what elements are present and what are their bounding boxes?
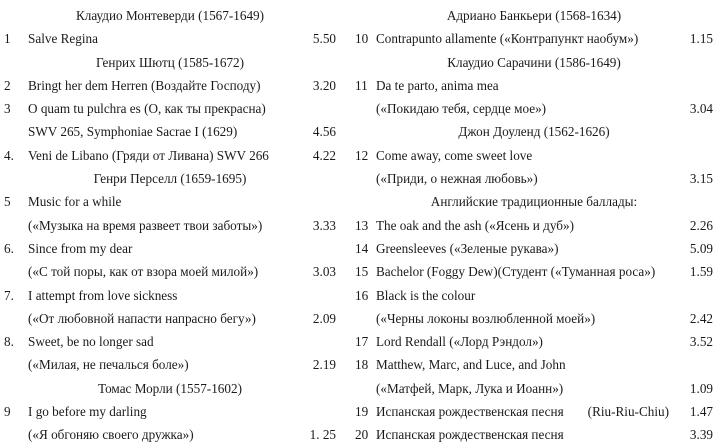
track-row bbox=[4, 97, 336, 120]
track-row bbox=[4, 330, 336, 353]
track-title: («Я обгоняю своего дружка») bbox=[28, 427, 194, 443]
track-row bbox=[355, 400, 713, 423]
track-title: Bachelor (Foggy Dew)(Студент («Туманная роса») bbox=[376, 264, 656, 280]
track-title: O quam tu pulchra es (О, как ты прекрасна) bbox=[28, 101, 266, 117]
track-row bbox=[355, 167, 713, 190]
track-title: Испанская рождественская песня bbox=[376, 427, 564, 443]
track-row bbox=[355, 237, 713, 260]
track-row bbox=[4, 190, 336, 213]
track-duration: 5.09 bbox=[689, 240, 713, 256]
track-number: 3 bbox=[4, 101, 11, 117]
composer-heading: Генрих Шютц (1585-1672) bbox=[95, 54, 245, 70]
track-title: I go before my darling bbox=[28, 404, 147, 420]
track-number: 10 bbox=[355, 31, 369, 47]
composer-heading: Адриано Банкьери (1568-1634) bbox=[446, 8, 622, 23]
composer-heading: Клаудио Монтеверди (1567-1649) bbox=[75, 8, 265, 23]
track-duration: 1.47 bbox=[689, 404, 713, 420]
composer-heading: Джон Доуленд (1562-1626) bbox=[458, 124, 610, 140]
track-row bbox=[4, 237, 336, 260]
track-row bbox=[4, 27, 336, 50]
track-row bbox=[4, 423, 336, 446]
composer-heading: Английские традиционные баллады: bbox=[430, 194, 638, 210]
track-row bbox=[4, 74, 336, 97]
track-title: («Черны локоны возлюбленной моей») bbox=[376, 310, 596, 326]
track-duration: 1. 25 bbox=[309, 427, 336, 443]
track-number: 20 bbox=[355, 427, 369, 443]
track-row bbox=[355, 27, 713, 50]
track-row bbox=[4, 214, 336, 237]
track-duration: 4.22 bbox=[312, 147, 336, 163]
tracklist-left-column bbox=[4, 4, 336, 447]
track-row bbox=[355, 353, 713, 376]
tracklist-right-column bbox=[355, 4, 713, 447]
track-number: 13 bbox=[355, 217, 369, 233]
track-title: Испанская рождественская песня bbox=[376, 404, 564, 420]
track-title: Come away, come sweet love bbox=[376, 147, 533, 163]
track-title: Da te parto, anima mea bbox=[376, 77, 499, 93]
track-title: («От любовной напасти напрасно бегу») bbox=[28, 310, 256, 326]
track-duration: 3.15 bbox=[689, 171, 713, 187]
track-number: 7. bbox=[4, 287, 14, 303]
track-title: SWV 265, Symphoniae Sacrae I (1629) bbox=[28, 124, 238, 140]
track-number: 18 bbox=[355, 357, 369, 373]
track-duration: 2.19 bbox=[312, 357, 336, 373]
track-duration: 1.59 bbox=[689, 264, 713, 280]
track-row bbox=[4, 353, 336, 376]
track-duration: 3.20 bbox=[312, 77, 336, 93]
track-number: 11 bbox=[355, 77, 368, 93]
track-row bbox=[355, 377, 713, 400]
track-title: Since from my dear bbox=[28, 240, 133, 256]
track-number: 2 bbox=[4, 77, 11, 93]
track-title: Lord Rendall («Лорд Рэндол») bbox=[376, 334, 543, 350]
track-title: («Покидаю тебя, сердце мое») bbox=[376, 101, 547, 117]
track-title: («Матфей, Марк, Лука и Иоанн») bbox=[376, 380, 564, 396]
track-number: 14 bbox=[355, 240, 369, 256]
track-duration: 4.56 bbox=[312, 124, 336, 140]
track-row bbox=[4, 120, 336, 143]
track-number: 4. bbox=[4, 147, 14, 163]
track-title: The oak and the ash («Ясень и дуб») bbox=[376, 217, 574, 233]
composer-heading: Генри Перселл (1659-1695) bbox=[93, 171, 247, 187]
track-title: I attempt from love sickness bbox=[28, 287, 178, 303]
track-row bbox=[355, 260, 713, 283]
track-title: Salve Regina bbox=[28, 31, 98, 47]
track-title: Black is the colour bbox=[376, 287, 476, 303]
track-title: («Милая, не печалься боле») bbox=[28, 357, 189, 373]
track-duration: 3.03 bbox=[312, 264, 336, 280]
track-number: 15 bbox=[355, 264, 369, 280]
track-duration: 2.42 bbox=[689, 310, 713, 326]
track-title: Matthew, Marc, and Luce, and John bbox=[376, 357, 566, 373]
track-title: Veni de Libano (Гряди от Ливана) SWV 266 bbox=[28, 147, 269, 163]
track-row bbox=[4, 307, 336, 330]
track-duration: 2.26 bbox=[689, 217, 713, 233]
track-duration: 3.39 bbox=[689, 427, 713, 443]
track-number: 6. bbox=[4, 240, 14, 256]
track-row bbox=[355, 423, 713, 446]
track-row bbox=[355, 74, 713, 97]
track-title: («Приди, о нежная любовь») bbox=[376, 171, 538, 187]
track-duration: 3.04 bbox=[689, 101, 713, 117]
track-number: 12 bbox=[355, 147, 369, 163]
track-title: Contrapunto allamente («Контрапункт наобум») bbox=[376, 31, 639, 47]
track-title: Greensleeves («Зеленые рукава») bbox=[376, 240, 559, 256]
track-duration: 3.33 bbox=[312, 217, 336, 233]
track-row bbox=[4, 260, 336, 283]
track-row bbox=[355, 330, 713, 353]
track-title: («С той поры, как от взора моей милой») bbox=[28, 264, 259, 280]
track-row bbox=[355, 214, 713, 237]
track-duration: 1.09 bbox=[689, 380, 713, 396]
track-number: 16 bbox=[355, 287, 369, 303]
track-row bbox=[4, 144, 336, 167]
track-number: 17 bbox=[355, 334, 369, 350]
track-number: 8. bbox=[4, 334, 14, 350]
track-row bbox=[355, 307, 713, 330]
track-row bbox=[4, 400, 336, 423]
track-number: 1 bbox=[4, 31, 11, 47]
track-number: 19 bbox=[355, 404, 369, 420]
track-number: 5 bbox=[4, 194, 11, 210]
composer-heading: Клаудио Сарачини (1586-1649) bbox=[447, 54, 621, 70]
track-duration: 1.15 bbox=[689, 31, 713, 47]
track-row bbox=[355, 284, 713, 307]
track-row bbox=[355, 97, 713, 120]
track-number: 9 bbox=[4, 404, 11, 420]
track-title: Bringt her dem Herren (Воздайте Господу) bbox=[28, 77, 261, 93]
track-duration: 3.52 bbox=[689, 334, 713, 350]
track-title: («Музыка на время развеет твои заботы») bbox=[28, 217, 263, 233]
track-duration: 5.50 bbox=[312, 31, 336, 47]
track-row bbox=[4, 284, 336, 307]
track-title: Music for a while bbox=[28, 194, 122, 210]
track-title: Sweet, be no longer sad bbox=[28, 334, 154, 350]
track-duration: 2.09 bbox=[312, 310, 336, 326]
composer-heading: Томас Морли (1557-1602) bbox=[98, 380, 242, 396]
track-row bbox=[355, 144, 713, 167]
track-subtitle: (Riu-Riu-Chiu) bbox=[587, 404, 669, 420]
